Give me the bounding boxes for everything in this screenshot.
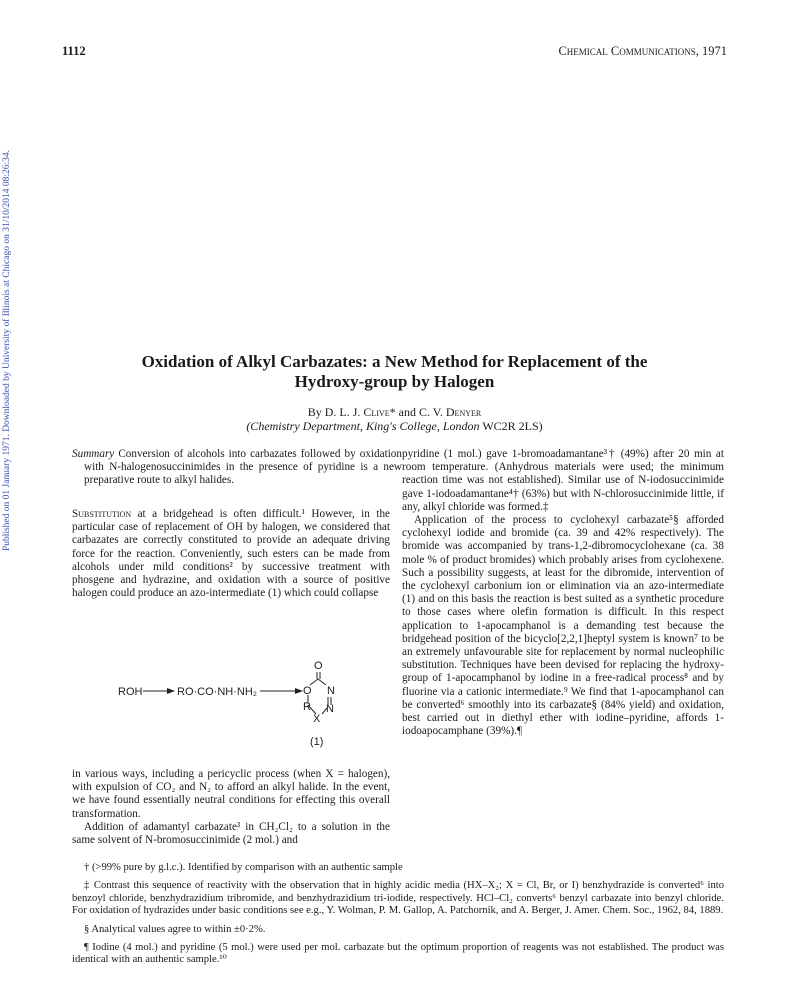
and-word: and (398, 405, 416, 419)
scheme-x-halogen: X (313, 713, 321, 725)
footnote-section: § Analytical values agree to within ±0·2%. (84, 923, 266, 935)
right-p2-text: Application of the process to cyclohexyl carbazate⁵§ afforded cyclohexyl iodide and bromide (ca. 39 and 42% respectively). The bromide was accompanied by trans-1,2-dibromocyclohexane (ca. 38 mole % of product bromides) which probably arises from cyclohexene. Such a possibility suggests, at least for the dibromide, intervention of the cyclohexyl carbonium ion or elimination via an azo-intermediate (1) and on this basis the reaction is best suited as a synthetic procedure to those cases where olefin formation is difficult. In this respect application to 1-apocamphanol is a demanding test because the bridgehead position of the bicyclo[2,2,1]heptyl system is known⁷ to be an extremely unfavourable site for replacement by normal nucleophilic substitution. Techniques have been devised for replacing the hydroxy-group of 1-apocamphanol by iodine in a free-radical process⁸ and by fluorine via a cationic intermediate.⁹ We find that 1-apocamphanol can be converted⁶ smoothly into its carbazate§ (84% yield) and oxidation, best carried out in diethyl ether with iodine–pyridine, affords 1-iodoapocamphane (39%).¶ (402, 514, 724, 738)
author-1: D. L. J. Clive* (324, 405, 396, 419)
publication-stamp: Published on 01 January 1971. Downloaded by University of Illinois at Chicago on 31/10/2014 08:26:34. (2, 150, 12, 552)
scheme-ring-o: O (303, 685, 312, 697)
footnotes (72, 862, 724, 967)
title-line-1: Oxidation of Alkyl Carbazates: a New Method for Replacement of the (141, 352, 648, 371)
scheme-r-group: R (303, 701, 311, 713)
authors (62, 405, 727, 419)
title-line-2: Hydroxy-group by Halogen (294, 372, 495, 391)
footnote-pilcrow: ¶ Iodine (4 mol.) and pyridine (5 mol.) were used per mol. carbazate but the optimum proportion of reagents was not established. The product was identical with an authentic sample.¹⁰ (72, 942, 724, 966)
right-column (402, 448, 724, 738)
left-p3-text: Addition of adamantyl carbazate³ in CH₂Cl₂ to a solution in the same solvent of N-bromosuccinimide (2 mol.) and (72, 820, 390, 847)
scheme-carbazate: RO·CO·NH·NH₂ (177, 686, 258, 698)
reaction-scheme (72, 648, 390, 758)
left-p1-text: at a bridgehead is often difficult.¹ However, in the particular case of replacement of OH by halogen, we considered that carbazates are correctly constituted to provide an adequate driving force for the reaction. Conveniently, such esters can be made from alcohols under mild conditions² by successive treatment with phosgene and hydrazine, and oxidation with a source of positive halogen could produce an azo-intermediate (1) which could collapse (72, 508, 390, 600)
journal-name: Chemical Communications, 1971 (558, 44, 727, 58)
compound-label: (1) (310, 736, 324, 748)
left-paragraph-1 (72, 508, 390, 600)
summary (72, 448, 402, 488)
footnote-dagger: † (>99% pure by g.l.c.). Identified by comparison with an authentic sample (84, 862, 403, 873)
lead-word: Substitution (72, 508, 132, 520)
footnote-ddagger: ‡ Contrast this sequence of reactivity with the observation that in highly acidic media (HX–X₂; X = Cl, Br, or I) benzhydrazide is converted⁶ into benzoyl chloride, benzhydrazidium tribromide, and benzhydrazidium tri-iodide, respectively. HCl–Cl₂ converts⁶ benzyl carbazate into benzyl chloride. For oxidation of hydrazides under basic conditions see e.g., Y. Wolman, P. M. Gallop, A. Patchornik, and A. Berger, J. Amer. Chem. Soc., 1962, 84, 1889. (72, 880, 724, 917)
summary-text: Conversion of alcohols into carbazates followed by oxidation with N-halogenosuccinimides in the presence of pyridine is a new preparative route to alkyl halides. (84, 448, 402, 487)
scheme-arrow-2 (260, 688, 303, 694)
article-title (62, 352, 727, 392)
page-number: 1112 (62, 44, 86, 58)
scheme-n-upper: N (327, 685, 335, 697)
summary-label: Summary (72, 448, 115, 460)
author-2: C. V. Denyer (418, 405, 482, 419)
scheme-carbonyl-o: O (314, 660, 323, 672)
byline (62, 405, 727, 433)
affiliation-postcode: WC2R 2LS) (482, 419, 543, 433)
right-p1-text: pyridine (1 mol.) gave 1-bromoadamantane³† (49%) after 20 min at room temperature. (Anhydrous materials were used; the minimum reaction time was not established). Similar use of N-iodosuccinimide gave 1-iodoadamantane⁴† (63%) but with N-chlorosuccinimide little, if any, alkyl chloride was formed.‡ (402, 448, 724, 513)
left-paragraph-2 (72, 768, 390, 847)
scheme-roh: ROH (118, 686, 143, 698)
running-head (62, 44, 727, 60)
affiliation (62, 419, 727, 433)
scheme-n-lower: N (326, 703, 334, 715)
by-word: By (307, 405, 322, 419)
affiliation-name: (Chemistry Department, King's College, London (246, 419, 480, 433)
left-p2-text: in various ways, including a pericyclic process (when X = halogen), with expulsion of CO₂ and N₂ to afford an alkyl halide. In the event, we have found essentially neutral conditions for effecting this overall transformation. (72, 768, 390, 820)
scheme-arrow-1 (143, 688, 175, 694)
